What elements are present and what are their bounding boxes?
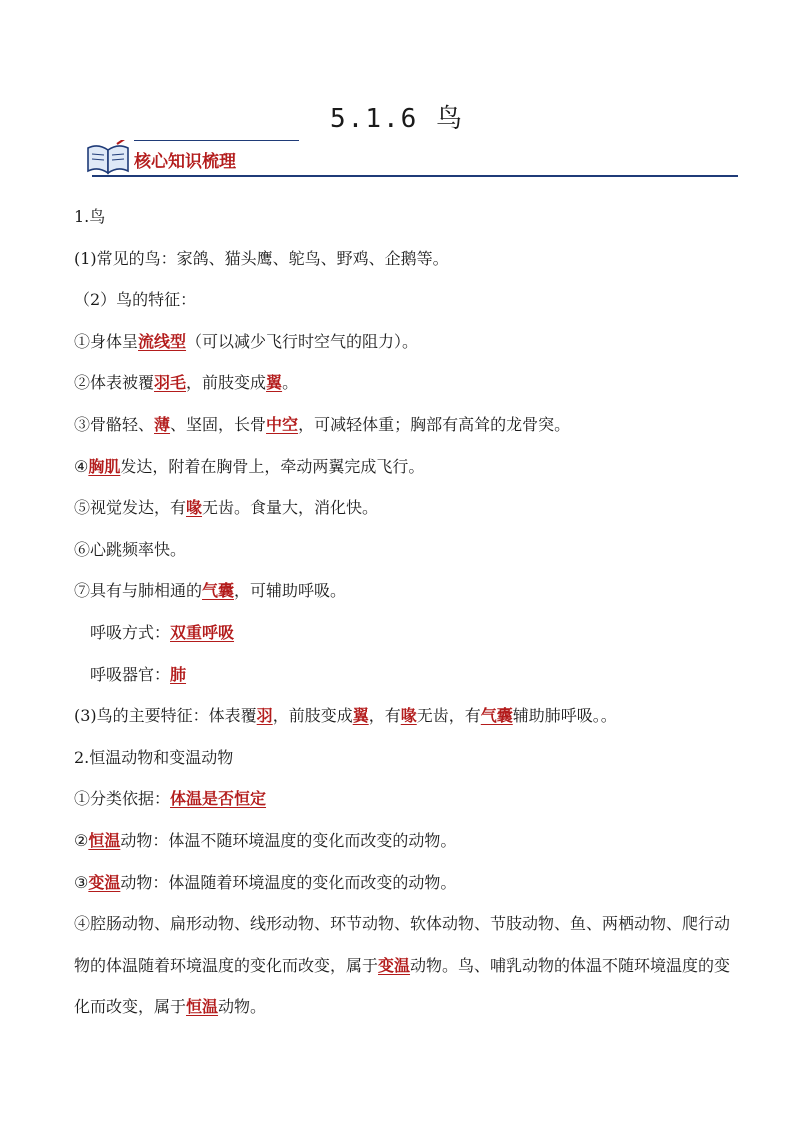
header-underline	[92, 175, 738, 177]
text-segment: (3)鸟的主要特征：体表覆	[74, 706, 257, 726]
key-term: 胸肌	[88, 456, 121, 476]
text-segment: ③	[74, 872, 89, 892]
text-line: （2）鸟的特征：	[74, 290, 197, 310]
text-segment: 呼吸器官：	[90, 664, 171, 684]
page-title: 5.1.6 鸟	[330, 104, 464, 134]
key-term: 恒温	[186, 997, 219, 1017]
text-segment: 无齿。食量大，消化快。	[202, 498, 379, 518]
text-line	[74, 404, 734, 446]
key-term: 薄	[154, 414, 171, 434]
text-segment: ⑤视觉发达，有	[74, 498, 187, 518]
open-book-icon	[86, 140, 130, 176]
key-term: 气囊	[480, 706, 513, 726]
text-segment: 无齿，有	[416, 706, 481, 726]
text-segment: 发达，附着在胸骨上，牵动两翼完成飞行。	[120, 456, 425, 476]
text-segment: 动物：体温不随环境温度的变化而改变的动物。	[120, 830, 457, 850]
key-term: 双重呼吸	[170, 622, 235, 642]
section-header	[86, 134, 738, 180]
text-line	[74, 321, 734, 363]
text-line: 2.恒温动物和变温动物	[74, 747, 234, 767]
text-segment: ①分类依据：	[74, 789, 171, 809]
text-segment: 。	[282, 373, 299, 393]
text-segment: ，前肢变成	[272, 706, 353, 726]
key-term: 羽毛	[154, 373, 187, 393]
key-term: 变温	[88, 872, 121, 892]
text-line	[74, 820, 734, 862]
text-segment: ，前肢变成	[186, 373, 267, 393]
text-segment: ②	[74, 830, 89, 850]
text-segment: ，有	[368, 706, 401, 726]
key-term: 中空	[266, 414, 299, 434]
text-line	[74, 695, 734, 737]
notes-body	[74, 196, 734, 1028]
key-term: 羽	[256, 706, 273, 726]
text-line	[74, 446, 734, 488]
key-term: 喙	[400, 706, 417, 726]
text-segment: ⑦具有与肺相通的	[74, 581, 203, 601]
text-segment: ②体表被覆	[74, 373, 155, 393]
text-line	[74, 862, 734, 904]
key-term: 气囊	[202, 581, 235, 601]
key-term: 喙	[186, 498, 203, 518]
text-line: 1.鸟	[74, 207, 106, 226]
text-line	[74, 487, 734, 529]
text-line	[74, 570, 734, 612]
key-term: 流线型	[138, 331, 187, 351]
text-segment: 辅助肺呼吸。。	[512, 706, 617, 726]
text-line	[74, 778, 734, 820]
key-term: 翼	[266, 373, 283, 393]
text-segment: 动物。鸟、哺乳动物的体温不随环境温度的变化而改变，属于	[74, 955, 731, 1017]
key-term: 肺	[170, 664, 187, 684]
text-segment: ④腔肠动物、扁形动物、线形动物、环节动物、软体动物、节肢动物、鱼、两栖动物、爬行动物的体温随着环境温度的变化而改变，属于	[74, 914, 731, 975]
key-term: 恒温	[88, 830, 121, 850]
text-segment: ，可减轻体重；胸部有高耸的龙骨突。	[298, 414, 571, 434]
text-segment: ③骨骼轻、	[74, 414, 155, 434]
text-segment: （可以减少飞行时空气的阻力）。	[186, 331, 419, 351]
text-line: ⑥心跳频率快。	[74, 539, 187, 559]
text-line	[74, 612, 734, 654]
section-label: 核心知识梳理	[134, 152, 236, 172]
text-segment: ④	[74, 456, 89, 476]
text-line	[74, 654, 734, 696]
key-term: 翼	[352, 706, 369, 726]
text-segment: 动物：体温随着环境温度的变化而改变的动物。	[120, 872, 457, 892]
key-term: 变温	[378, 955, 411, 975]
text-line	[74, 362, 734, 404]
text-line: (1)常见的鸟：家鸽、猫头鹰、鸵鸟、野鸡、企鹅等。	[74, 248, 449, 268]
header-top-rule	[134, 140, 299, 141]
text-segment: 、坚固，长骨	[170, 414, 267, 434]
key-term: 体温是否恒定	[170, 789, 267, 809]
text-segment: 动物。	[218, 997, 267, 1017]
text-segment: ①身体呈	[74, 331, 139, 351]
text-segment: ，可辅助呼吸。	[234, 581, 347, 601]
text-line	[74, 903, 734, 1028]
text-segment: 呼吸方式：	[90, 622, 171, 642]
